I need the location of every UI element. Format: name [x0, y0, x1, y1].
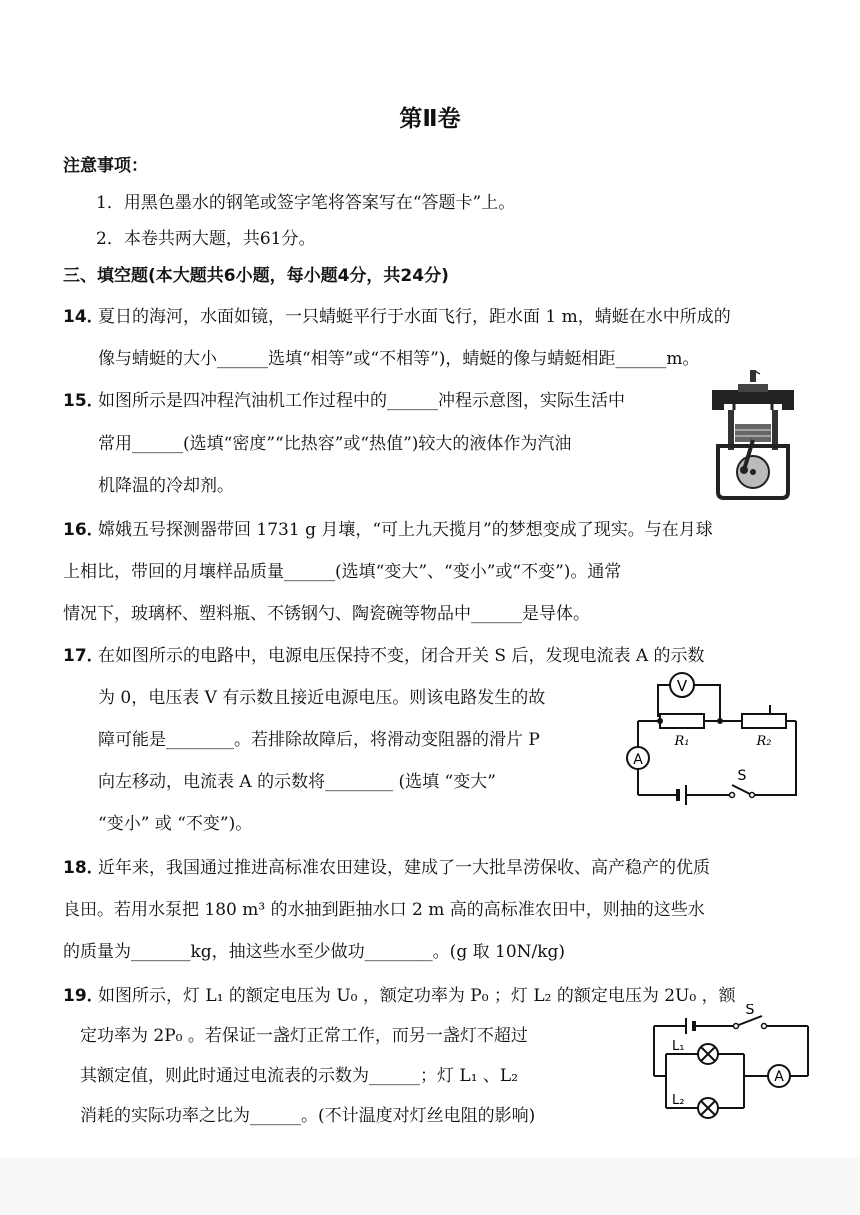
question-text: 消耗的实际功率之比为______。(不计温度对灯丝电阻的影响) — [80, 1106, 536, 1126]
engine-diagram — [708, 370, 798, 500]
r1-label: R₁ — [674, 734, 690, 749]
r2-label: R₂ — [756, 734, 772, 749]
question-text: 向左移动，电流表 A 的示数将________ (选填 “变大” — [98, 772, 496, 792]
switch-label: S — [745, 1004, 755, 1018]
question-text: 夏日的海河，水面如镜，一只蜻蜓平行于水面飞行，距水面 1 m，蜻蜓在水中所成的 — [98, 307, 731, 327]
question-text: 常用______(选填“密度”“比热容”或“热值”)较大的液体作为汽油 — [98, 434, 572, 454]
question-number: 15． — [63, 391, 104, 411]
notes-heading: 注意事项： — [63, 156, 148, 176]
question-text: 其额定值，则此时通过电流表的示数为______；灯 L₁ 、L₂ — [80, 1066, 519, 1086]
question-text: 上相比，带回的月壤样品质量______(选填“变大”、“变小”或“不变”)。通常 — [63, 562, 622, 582]
switch-label: S — [737, 768, 747, 784]
question-number: 19． — [63, 986, 104, 1006]
circuit-diagram-q17 — [620, 665, 810, 805]
question-text: 像与蜻蜓的大小______选填“相等”或“不相等”)，蜻蜓的像与蜻蜓相距______m。 — [98, 349, 700, 369]
circuit-diagram-q19 — [648, 1004, 818, 1124]
question-text: 情况下，玻璃杯、塑料瓶、不锈钢勺、陶瓷碗等物品中______是导体。 — [63, 604, 590, 624]
question-text: 近年来，我国通过推进高标准农田建设，建成了一大批旱涝保收、高产稳产的优质 — [98, 858, 710, 878]
question-text: 良田。若用水泵把 180 m³ 的水抽到距抽水口 2 m 高的高标准农田中，则抽的这些水 — [63, 900, 705, 920]
question-text: “变小” 或 “不变”)。 — [98, 814, 253, 834]
question-text: 障可能是________。若排除故障后，将滑动变阻器的滑片 P — [98, 730, 540, 750]
question-text: 为 0，电压表 V 有示数且接近电源电压。则该电路发生的故 — [98, 688, 546, 708]
question-text: 嫦娥五号探测器带回 1731 g 月壤，“可上九天揽月”的梦想变成了现实。与在月球 — [98, 520, 713, 540]
note-item: 1．用黑色墨水的钢笔或签字笔将答案写在“答题卡”上。 — [96, 193, 516, 213]
ammeter-label: A — [774, 1069, 784, 1085]
lamp1-label: L₁ — [672, 1039, 685, 1054]
page-footer-band — [0, 1158, 860, 1215]
note-item: 2．本卷共两大题，共61分。 — [96, 229, 316, 249]
question-number: 17． — [63, 646, 104, 666]
lamp2-label: L₂ — [672, 1093, 685, 1108]
question-text: 如图所示，灯 L₁ 的额定电压为 U₀ ，额定功率为 P₀ ；灯 L₂ 的额定电压为 2U₀ ，额 — [98, 986, 736, 1006]
paper-title: 第Ⅱ卷 — [399, 106, 461, 132]
question-text: 如图所示是四冲程汽油机工作过程中的______冲程示意图，实际生活中 — [98, 391, 625, 411]
question-text: 在如图所示的电路中，电源电压保持不变，闭合开关 S 后，发现电流表 A 的示数 — [98, 646, 705, 666]
ammeter-label: A — [633, 752, 643, 768]
voltmeter-label: V — [676, 677, 688, 695]
question-number: 16． — [63, 520, 104, 540]
question-text: 的质量为_______kg，抽这些水至少做功________。(g 取 10N/kg) — [63, 942, 566, 962]
question-number: 14． — [63, 307, 104, 327]
question-text: 定功率为 2P₀ 。若保证一盏灯正常工作，而另一盏灯不超过 — [80, 1026, 528, 1046]
section-heading: 三、填空题(本大题共6小题，每小题4分，共24分) — [63, 266, 449, 286]
question-text: 机降温的冷却剂。 — [98, 476, 234, 496]
question-number: 18． — [63, 858, 104, 878]
